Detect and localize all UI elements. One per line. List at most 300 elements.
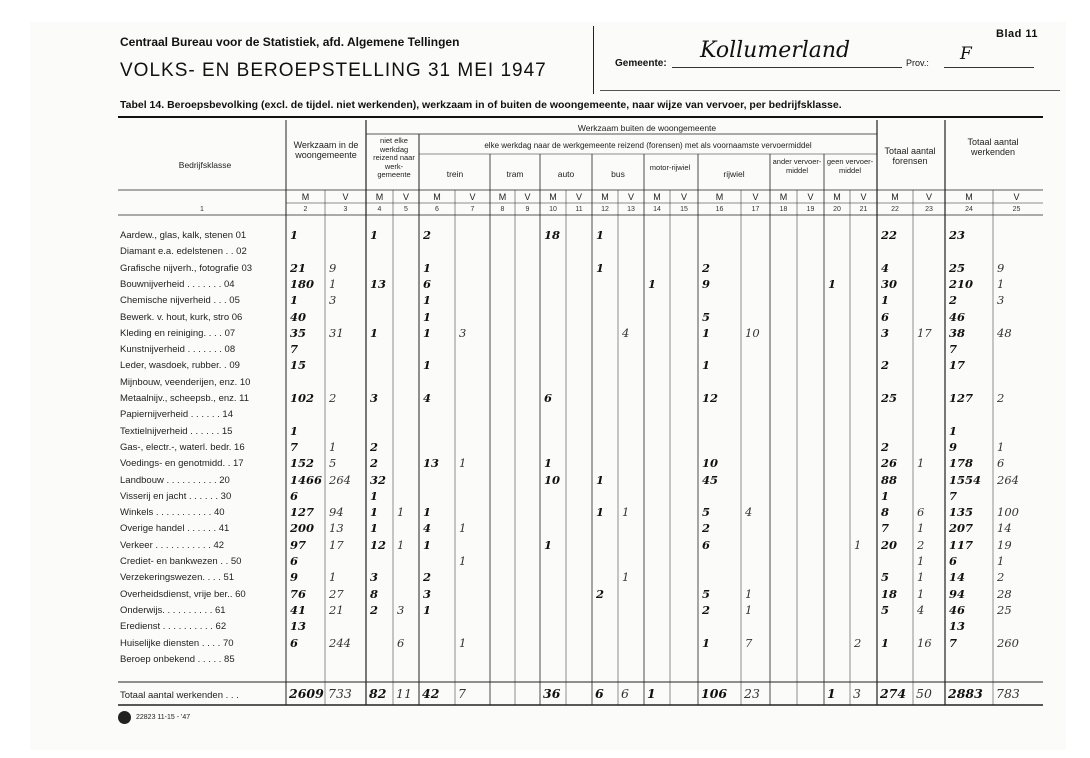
table-cell-c24: 23: [949, 228, 966, 242]
table-cell-c2: 35: [290, 325, 307, 340]
table-cell-c12: 2: [596, 586, 605, 601]
row-label: Kunstnijverheid . . . . . . . 08: [120, 344, 236, 356]
table-cell-c2: 21: [290, 260, 307, 275]
table-cell-c13: 1: [622, 570, 630, 585]
mv-label-c15: V: [680, 192, 687, 202]
table-cell-c16: 5: [702, 309, 711, 324]
table-cell-c2: 1: [290, 228, 299, 242]
table-cell-c22: 22: [881, 228, 898, 242]
table-cell-c10: 18: [544, 228, 561, 242]
table-cell-c4: 3: [370, 570, 379, 585]
row-label: Overige handel . . . . . . 41: [120, 523, 230, 535]
row-label: Diamant e.a. edelstenen . . 02: [120, 246, 247, 258]
table-cell-c2: 1: [290, 293, 299, 308]
mv-label-c16: M: [715, 192, 724, 202]
column-number-10: 10: [549, 206, 557, 213]
table-cell-c3: 17: [329, 537, 344, 552]
row-label: Chemische nijverheid . . . 05: [120, 295, 240, 307]
table-cell-c16: 5: [702, 586, 711, 601]
row-label: Onderwijs. . . . . . . . . . 61: [120, 604, 226, 616]
table-cell-c23: 1: [917, 586, 925, 601]
table-cell-c10: 1: [544, 456, 553, 471]
column-number-1: 1: [200, 206, 204, 213]
row-label: Aardew., glas, kalk, stenen 01: [120, 230, 247, 241]
column-number-5: 5: [404, 206, 408, 213]
table-cell-c24: 46: [949, 309, 966, 324]
table-cell-c3: 21: [329, 602, 344, 617]
table-cell-c16: 6: [702, 537, 711, 552]
table-cell-c4: 1: [370, 505, 379, 520]
table-cell-c23: 1: [917, 456, 925, 471]
table-cell-c6: 1: [423, 537, 432, 552]
table-cell-c5: 1: [397, 505, 405, 520]
table-cell-c25: 1: [997, 439, 1005, 454]
total-cell-c14: 1: [647, 686, 656, 701]
table-cell-c6: 2: [423, 570, 432, 585]
total-cell-c20: 1: [827, 686, 836, 701]
table-cell-c24: 14: [949, 570, 966, 585]
table-cell-c6: 1: [423, 325, 432, 340]
table-cell-c22: 88: [881, 472, 898, 487]
table-cell-c5: 3: [397, 602, 405, 617]
table-cell-c22: 8: [881, 505, 890, 520]
table-cell-c4: 1: [370, 325, 379, 340]
mv-label-c19: V: [807, 192, 814, 202]
table-cell-c3: 94: [329, 505, 344, 520]
mv-label-c20: M: [833, 192, 841, 202]
table-cell-c16: 1: [702, 635, 711, 650]
table-cell-c7: 1: [459, 635, 467, 650]
row-label: Papiernijverheid . . . . . . 14: [120, 409, 234, 421]
table-cell-c16: 1: [702, 325, 711, 340]
mv-label-c24: M: [965, 192, 973, 202]
row-label: Grafische nijverh., fotografie 03: [120, 262, 253, 274]
total-cell-c22: 274: [880, 686, 907, 701]
table-cell-c5: 1: [397, 537, 405, 552]
total-cell-c21: 3: [853, 686, 861, 701]
table-cell-c23: 6: [917, 505, 925, 520]
mv-label-c4: M: [375, 192, 384, 202]
mv-label-c3: V: [342, 192, 349, 202]
header-tram: tram: [506, 169, 524, 179]
table-cell-c3: 31: [329, 325, 344, 340]
header-werkzaam-buiten: Werkzaam buiten de woongemeente: [577, 123, 717, 133]
column-number-15: 15: [680, 206, 688, 213]
mv-label-c9: V: [524, 192, 531, 202]
table-cell-c2: 1466: [290, 472, 323, 487]
table-cell-c4: 3: [370, 391, 379, 405]
column-number-23: 23: [925, 206, 933, 213]
mv-label-c6: M: [433, 192, 441, 202]
header-ander-vervoermiddel: ander vervoer-middel: [772, 157, 822, 175]
table-cell-c25: 2: [997, 391, 1005, 405]
table-cell-c2: 180: [290, 276, 315, 291]
table-cell-c2: 6: [290, 554, 299, 568]
gemeente-value: Kollumerland: [700, 38, 851, 63]
table-cell-c24: 117: [949, 537, 974, 552]
total-cell-c23: 50: [916, 686, 932, 701]
table-cell-c3: 5: [329, 456, 337, 471]
total-cell-c24: 2883: [948, 686, 983, 701]
table-cell-c4: 32: [370, 472, 387, 487]
header-werkzaam-in: Werkzaam in de woongemeente: [293, 140, 359, 160]
table-cell-c13: 1: [622, 505, 630, 520]
table-cell-c25: 19: [997, 537, 1012, 552]
table-cell-c7: 3: [459, 325, 467, 340]
total-cell-c16: 106: [701, 686, 728, 701]
table-cell-c16: 12: [702, 391, 719, 405]
mv-label-c22: M: [891, 192, 899, 202]
row-label: Metaalnijv., scheepsb., enz. 11: [120, 393, 250, 404]
row-label: Landbouw . . . . . . . . . . 20: [120, 474, 230, 486]
table-cell-c25: 264: [997, 472, 1019, 487]
table-cell-c17: 4: [745, 505, 753, 520]
total-cell-c2: 2609: [289, 686, 324, 701]
table-cell-c22: 6: [881, 309, 890, 324]
table-cell-c24: 9: [949, 439, 958, 454]
header-bus: bus: [611, 169, 625, 179]
mv-label-c25: V: [1013, 192, 1020, 202]
table-cell-c6: 1: [423, 358, 432, 373]
table-cell-c12: 1: [596, 505, 605, 520]
mv-label-c5: V: [402, 192, 409, 202]
table-cell-c23: 1: [917, 521, 925, 536]
table-cell-c25: 2: [997, 570, 1005, 585]
total-cell-c25: 783: [996, 686, 1020, 701]
mv-label-c7: V: [469, 192, 476, 202]
table-cell-c25: 3: [997, 293, 1005, 308]
table-cell-c21: 2: [854, 635, 862, 650]
table-cell-c24: 210: [949, 276, 974, 291]
table-cell-c17: 1: [745, 586, 753, 601]
table-cell-c12: 1: [596, 228, 605, 242]
table-cell-c6: 4: [423, 391, 432, 405]
column-number-2: 2: [303, 206, 308, 213]
table-cell-c3: 264: [329, 472, 351, 487]
header-niet-elke: niet elke werkdag reizend naar werk-gemeente: [373, 136, 415, 179]
table-cell-c22: 1: [881, 635, 890, 650]
column-number-4: 4: [377, 206, 382, 213]
table-cell-c3: 27: [329, 586, 344, 601]
table-cell-c4: 13: [370, 276, 387, 291]
table-cell-c14: 1: [648, 276, 657, 291]
row-label: Winkels . . . . . . . . . . . 40: [120, 507, 225, 519]
header-auto: auto: [557, 169, 575, 179]
table-cell-c3: 1: [329, 276, 337, 291]
table-cell-c24: 207: [949, 521, 974, 536]
mv-label-c17: V: [752, 192, 759, 202]
table-cell-c7: 1: [459, 554, 467, 568]
total-cell-c12: 6: [595, 686, 604, 701]
table-cell-c22: 5: [881, 602, 890, 617]
table-cell-c21: 1: [854, 537, 862, 552]
total-row-label: Totaal aantal werkenden . . .: [120, 690, 239, 701]
table-cell-c2: 200: [290, 521, 315, 536]
row-label: Huiselijke diensten . . . . 70: [120, 637, 234, 649]
table-cell-c10: 10: [544, 472, 561, 487]
column-number-6: 6: [435, 206, 439, 213]
header-elke-werkdag: elke werkdag naar de werkgemeente reizend (forensen) met als voornaamste vervoermiddel: [484, 141, 812, 150]
column-number-8: 8: [500, 206, 505, 213]
table-cell-c24: 38: [949, 325, 966, 340]
table-cell-c24: 94: [949, 586, 966, 601]
print-code: 22823 11-15 - '47: [136, 714, 191, 721]
table-cell-c5: 6: [397, 635, 405, 650]
table-cell-c20: 1: [828, 276, 837, 291]
column-number-16: 16: [715, 206, 724, 213]
mv-label-c8: M: [498, 192, 507, 202]
table-cell-c16: 5: [702, 505, 711, 520]
mv-label-c10: M: [549, 192, 557, 202]
table-cell-c17: 1: [745, 602, 753, 617]
header-totaal-werkenden: Totaal aantal werkenden: [967, 137, 1019, 157]
table-cell-c23: 1: [917, 570, 925, 585]
row-label: Crediet- en bankwezen . . 50: [120, 556, 242, 567]
table-cell-c10: 1: [544, 537, 553, 552]
table-cell-c7: 1: [459, 521, 467, 536]
table-cell-c22: 30: [881, 276, 898, 291]
total-cell-c6: 42: [422, 686, 440, 701]
mv-label-c12: M: [601, 192, 609, 202]
print-stamp: [118, 711, 190, 724]
table-cell-c24: 1554: [949, 472, 982, 487]
table-cell-c22: 3: [881, 325, 890, 340]
table-cell-c2: 7: [290, 342, 299, 357]
table-cell-c16: 10: [702, 456, 719, 471]
total-cell-c17: 23: [744, 686, 760, 701]
total-cell-c4: 82: [369, 686, 387, 701]
census-title: VOLKS- EN BEROEPSTELLING 31 MEI 1947: [120, 60, 547, 81]
table-cell-c6: 3: [423, 586, 432, 601]
column-number-18: 18: [779, 206, 788, 213]
table-cell-c24: 127: [949, 391, 974, 405]
column-number-19: 19: [806, 206, 815, 213]
header-totaal-forensen: Totaal aantal forensen: [884, 146, 936, 166]
table-cell-c2: 6: [290, 635, 299, 650]
table-cell-c2: 102: [290, 391, 315, 405]
row-label: Bouwnijverheid . . . . . . . 04: [120, 278, 235, 290]
column-number-17: 17: [751, 206, 760, 213]
table-cell-c3: 244: [329, 635, 351, 650]
table-cell-c16: 1: [702, 358, 711, 373]
row-label: Beroep onbekend . . . . . 85: [120, 653, 235, 665]
table-cell-c24: 25: [949, 260, 966, 275]
table-cell-c16: 2: [702, 602, 711, 617]
table-cell-c2: 6: [290, 488, 299, 503]
mv-label-c18: M: [779, 192, 788, 202]
table-cell-c6: 1: [423, 602, 432, 617]
table-cell-c13: 4: [622, 325, 630, 340]
column-number-21: 21: [859, 206, 868, 213]
table-cell-c7: 1: [459, 456, 467, 471]
table-cell-c2: 40: [290, 309, 307, 324]
header-trein: trein: [446, 169, 464, 179]
table-cell-c25: 14: [997, 521, 1012, 536]
table-cell-c24: 1: [949, 423, 958, 438]
table-cell-c25: 25: [997, 602, 1012, 617]
table-cell-c6: 13: [423, 456, 440, 471]
table-cell-c25: 9: [997, 260, 1005, 275]
table-cell-c25: 1: [997, 276, 1005, 291]
table-cell-c23: 17: [917, 325, 932, 340]
table-cell-c2: 7: [290, 439, 299, 454]
table-cell-c6: 1: [423, 293, 432, 308]
table-cell-c4: 2: [370, 456, 379, 471]
table-cell-c25: 100: [997, 505, 1019, 520]
row-label: Textielnijverheid . . . . . . 15: [120, 425, 233, 437]
table-cell-c2: 97: [290, 537, 307, 552]
table-cell-c6: 1: [423, 505, 432, 520]
table-cell-c25: 1: [997, 554, 1005, 568]
table-cell-c22: 5: [881, 570, 890, 585]
header-rijwiel: rijwiel: [723, 169, 745, 179]
column-number-11: 11: [575, 206, 583, 213]
table-cell-c24: 7: [949, 635, 958, 650]
table-cell-c24: 6: [949, 554, 958, 568]
table-cell-c25: 28: [997, 586, 1012, 601]
mv-label-c14: M: [653, 192, 661, 202]
table-cell-c3: 13: [329, 521, 344, 536]
office-name: Centraal Bureau voor de Statistiek, afd. Algemene Tellingen: [120, 35, 460, 49]
table-cell-c2: 1: [290, 423, 299, 438]
table-cell-c24: 7: [949, 342, 958, 357]
table-cell-c17: 10: [745, 325, 760, 340]
table-cell-c24: 46: [949, 602, 966, 617]
table-cell-c22: 2: [881, 439, 890, 454]
table-cell-c3: 9: [329, 260, 337, 275]
table-cell-c10: 6: [544, 391, 553, 405]
column-number-20: 20: [833, 206, 841, 213]
table-cell-c3: 1: [329, 570, 337, 585]
table-cell-c12: 1: [596, 260, 605, 275]
table-cell-c4: 2: [370, 439, 379, 454]
mv-label-c13: V: [627, 192, 634, 202]
table-cell-c24: 13: [949, 619, 966, 634]
table-cell-c16: 2: [702, 260, 711, 275]
total-cell-c13: 6: [621, 686, 629, 701]
column-number-3: 3: [343, 206, 348, 213]
column-number-9: 9: [525, 206, 530, 213]
column-number-12: 12: [601, 206, 609, 213]
header-motorrijwiel: motor-rijwiel: [649, 163, 691, 172]
table-cell-c4: 2: [370, 602, 379, 617]
table-cell-c4: 12: [370, 537, 387, 552]
row-label: Mijnbouw, veenderijen, enz. 10: [120, 376, 251, 388]
row-label: Gas-, electr.-, waterl. bedr. 16: [120, 441, 245, 453]
row-label: Kleding en reiniging. . . . 07: [120, 327, 236, 339]
table-cell-c23: 4: [917, 602, 925, 617]
table-cell-c22: 1: [881, 293, 890, 308]
province-label: Prov.:: [906, 58, 929, 68]
table-cell-c2: 152: [290, 456, 315, 471]
table-cell-c25: 6: [997, 456, 1005, 471]
table-cell-c22: 2: [881, 358, 890, 373]
table-cell-c23: 16: [917, 635, 932, 650]
table-cell-c25: 48: [997, 325, 1012, 340]
table-cell-c4: 1: [370, 228, 379, 242]
row-label: Visserij en jacht . . . . . . 30: [120, 490, 232, 502]
column-number-7: 7: [470, 206, 475, 213]
table-cell-c22: 18: [881, 586, 898, 601]
table-cell-c23: 2: [917, 537, 925, 552]
column-number-22: 22: [891, 206, 899, 213]
table-cell-c16: 2: [702, 521, 711, 536]
table-cell-c22: 4: [881, 260, 890, 275]
column-number-13: 13: [627, 206, 635, 213]
table-cell-c4: 1: [370, 521, 379, 536]
table-cell-c2: 76: [290, 586, 307, 601]
table-cell-c6: 2: [423, 228, 432, 242]
table-cell-c22: 26: [881, 456, 898, 471]
table-cell-c3: 3: [329, 293, 337, 308]
province-value: F: [960, 44, 972, 64]
table-cell-c24: 2: [949, 293, 958, 308]
gemeente-label: Gemeente:: [615, 58, 667, 69]
mv-label-c11: V: [575, 192, 582, 202]
header-bedrijfsklasse: Bedrijfsklasse: [178, 160, 232, 170]
table-title: Tabel 14. Beroepsbevolking (excl. de tijdel. niet werkenden), werkzaam in of buiten de woongemeente, naar wijze van vervoer, per bedrijfsklasse.: [120, 99, 842, 111]
row-label: Verzekeringswezen. . . . 51: [120, 572, 235, 584]
table-cell-c4: 8: [370, 586, 379, 601]
table-cell-c2: 13: [290, 619, 307, 634]
table-cell-c22: 1: [881, 488, 890, 503]
table-cell-c6: 1: [423, 260, 432, 275]
column-number-24: 24: [965, 206, 973, 213]
column-number-25: 25: [1012, 206, 1021, 213]
printer-logo-icon: [118, 711, 131, 724]
table-cell-c3: 1: [329, 439, 337, 454]
total-cell-c5: 11: [396, 686, 412, 701]
table-cell-c24: 7: [949, 488, 958, 503]
row-label: Bewerk. v. hout, kurk, stro 06: [120, 311, 243, 323]
table-cell-c22: 25: [881, 391, 898, 405]
table-cell-c12: 1: [596, 472, 605, 487]
row-label: Eredienst . . . . . . . . . . 62: [120, 621, 227, 633]
table-cell-c22: 7: [881, 521, 890, 536]
table-cell-c4: 1: [370, 488, 379, 503]
table-cell-c22: 20: [881, 537, 898, 552]
table-cell-c24: 178: [949, 456, 974, 471]
table-cell-c2: 15: [290, 358, 307, 373]
table-cell-c16: 45: [702, 472, 719, 487]
table-cell-c6: 1: [423, 309, 432, 324]
table-cell-c17: 7: [745, 635, 753, 650]
table-cell-c2: 41: [290, 602, 307, 617]
table-cell-c24: 17: [949, 358, 966, 373]
mv-label-c23: V: [925, 192, 932, 202]
column-number-14: 14: [653, 206, 661, 213]
row-label: Leder, wasdoek, rubber. . 09: [120, 360, 240, 372]
table-cell-c6: 4: [423, 521, 432, 536]
table-cell-c16: 9: [702, 276, 711, 291]
total-cell-c7: 7: [458, 686, 466, 701]
table-cell-c3: 2: [329, 391, 337, 405]
table-cell-c25: 260: [997, 635, 1019, 650]
total-cell-c10: 36: [543, 686, 561, 701]
header-geen-vervoermiddel: geen vervoer-middel: [826, 157, 874, 175]
mv-label-c21: V: [860, 192, 867, 202]
table-cell-c23: 1: [917, 554, 925, 568]
table-cell-c2: 9: [290, 570, 299, 585]
row-label: Verkeer . . . . . . . . . . . 42: [120, 539, 225, 551]
total-cell-c3: 733: [328, 686, 352, 701]
row-label: Voedings- en genotmidd. . 17: [120, 458, 244, 470]
sheet-number: Blad 11: [996, 28, 1039, 40]
table-cell-c6: 6: [423, 276, 432, 291]
table-cell-c24: 135: [949, 505, 974, 520]
row-label: Overheidsdienst, vrije ber.. 60: [120, 588, 246, 600]
table-cell-c2: 127: [290, 505, 315, 520]
